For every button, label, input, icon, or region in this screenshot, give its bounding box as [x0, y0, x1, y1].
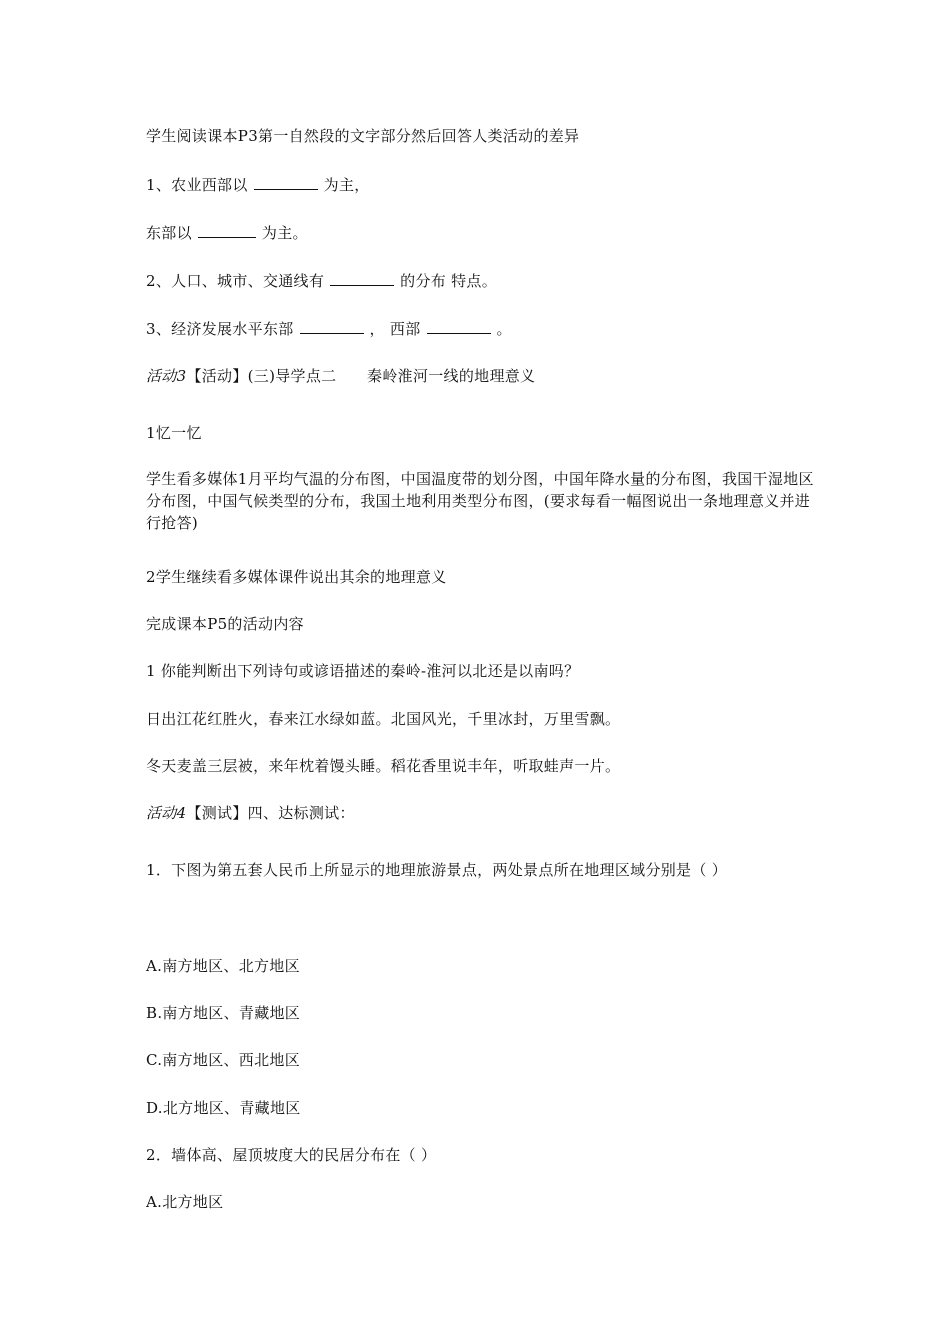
activity-3-label: 活动3 [146, 367, 187, 385]
recall-paragraph: 学生看多媒体1月平均气温的分布图，中国温度带的划分图，中国年降水量的分布图，我国干湿地区分布图，中国气候类型的分布，我国土地利用类型分布图，(要求每看一幅图说出一条地理意义并进行抢答) [146, 470, 814, 532]
question-2 [146, 270, 497, 292]
option-b: B.南方地区、青藏地区 [146, 1004, 301, 1022]
q3-prefix: 3、经济发展水平东部 [146, 320, 294, 338]
activity-4-heading [146, 802, 355, 824]
question-1b [146, 222, 308, 244]
blank-line [300, 319, 364, 334]
q2-suffix: 的分布 特点。 [400, 272, 498, 290]
blank-line [198, 223, 256, 238]
q2-option-a: A.北方地区 [146, 1193, 224, 1211]
blank-line [330, 271, 394, 286]
question-3 [146, 318, 512, 340]
q3-middle: ， 西部 [369, 320, 421, 338]
q2-prefix: 2、人口、城市、交通线有 [146, 272, 325, 290]
judge-question: 1 你能判断出下列诗句或谚语描述的秦岭-淮河以北还是以南吗？ [146, 662, 580, 680]
q1a-prefix: 1、农业西部以 [146, 176, 248, 194]
q1b-suffix: 为主。 [261, 224, 308, 242]
test-question-2: 2．墙体高、屋顶坡度大的民居分布在（ ） [146, 1146, 437, 1164]
recall-heading: 1忆一忆 [146, 424, 202, 442]
q3-suffix: 。 [496, 320, 512, 338]
continue-text: 2学生继续看多媒体课件说出其余的地理意义 [146, 568, 447, 586]
poem-line-2: 冬天麦盖三层被，来年枕着馒头睡。稻花香里说丰年，听取蛙声一片。 [146, 757, 621, 775]
intro-text: 学生阅读课本P3第一自然段的文字部分然后回答人类活动的差异 [146, 127, 580, 145]
option-d: D.北方地区、青藏地区 [146, 1099, 301, 1117]
question-1a [146, 174, 370, 196]
option-a: A.南方地区、北方地区 [146, 957, 300, 975]
activity-3-heading [146, 365, 535, 387]
activity-4-text: 【测试】四、达标测试： [186, 804, 355, 822]
poem-line-1: 日出江花红胜火，春来江水绿如蓝。北国风光，千里冰封，万里雪飘。 [146, 710, 621, 728]
test-question-1: 1．下图为第五套人民币上所显示的地理旅游景点，两处景点所在地理区域分别是（ ） [146, 861, 728, 879]
q1a-suffix: 为主， [323, 176, 370, 194]
blank-line [427, 319, 491, 334]
blank-line [254, 175, 318, 190]
activity-3-text: 【活动】(三)导学点二 秦岭淮河一线的地理意义 [186, 367, 536, 385]
q1b-prefix: 东部以 [146, 224, 192, 242]
complete-text: 完成课本P5的活动内容 [146, 615, 304, 633]
activity-4-label: 活动4 [146, 804, 187, 822]
option-c: C.南方地区、西北地区 [146, 1051, 301, 1069]
